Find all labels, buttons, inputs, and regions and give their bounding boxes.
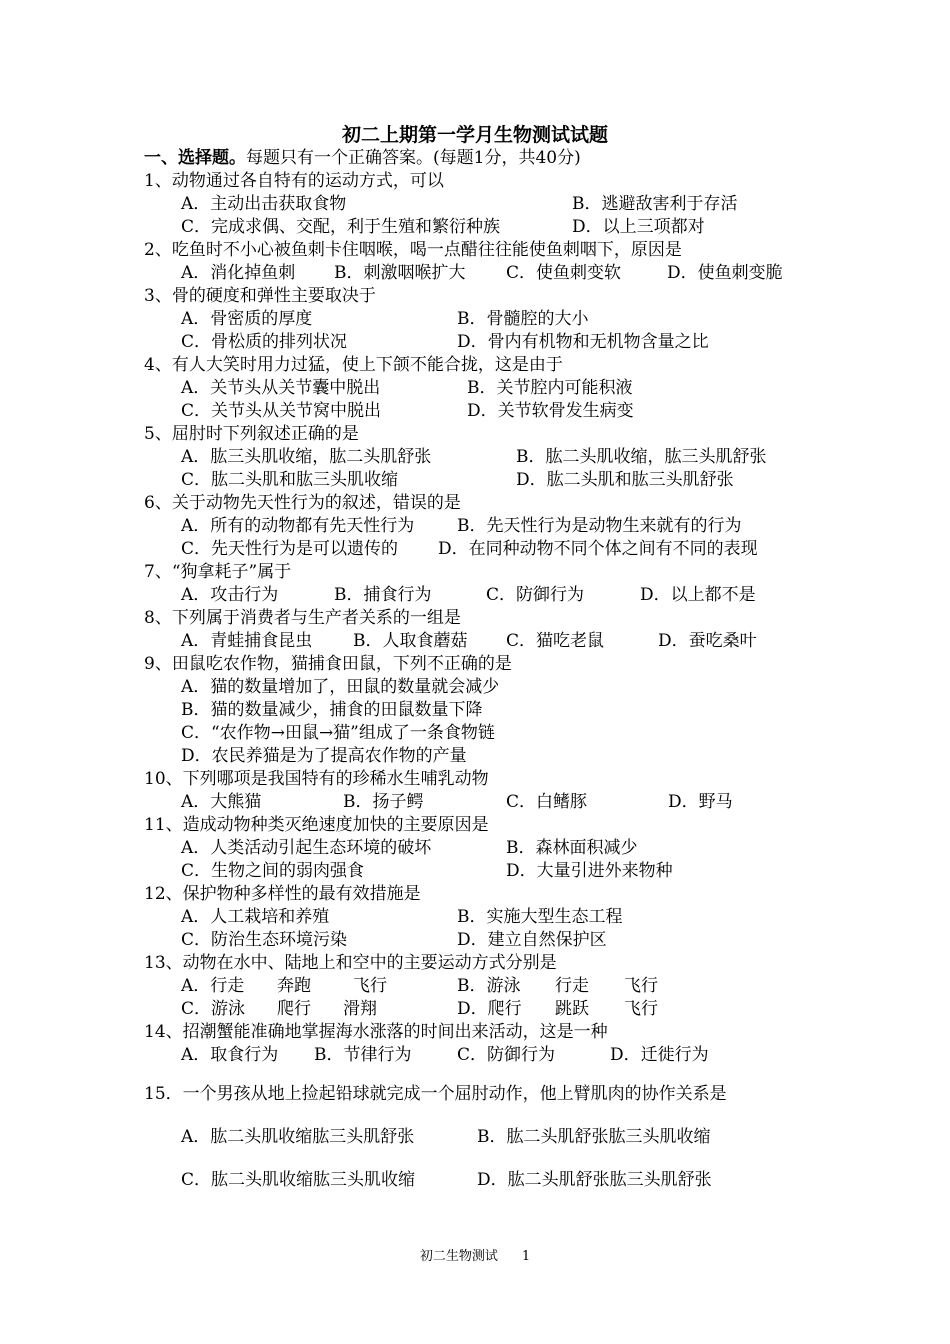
answer-option: A．行走: [181, 976, 245, 996]
page-title: 初二上期第一学月生物测试试题: [341, 124, 608, 146]
answer-option: C．防御行为: [486, 585, 585, 605]
answer-option: C．使鱼刺变软: [506, 263, 622, 283]
answer-option: A．关节头从关节囊中脱出: [181, 378, 381, 398]
answer-option: B．刺激咽喉扩大: [334, 263, 466, 283]
question-stem: 9、田鼠吃农作物，猫捕食田鼠，下列不正确的是: [144, 654, 512, 674]
answer-option: B．捕食行为: [334, 585, 432, 605]
question-stem: 15．一个男孩从地上捡起铅球就完成一个屈肘动作，他上臂肌肉的协作关系是: [144, 1084, 727, 1104]
answer-option-part: 飞行: [624, 999, 658, 1019]
answer-option: D．肱二头肌舒张肱三头肌舒张: [477, 1170, 712, 1190]
answer-option: B．猫的数量减少，捕食的田鼠数量下降: [181, 700, 483, 720]
answer-option-part: 滑翔: [343, 999, 377, 1019]
answer-option: A．青蛙捕食昆虫: [181, 631, 313, 651]
answer-option: B．逃避敌害利于存活: [572, 194, 738, 214]
answer-option: C．白鳍豚: [506, 792, 588, 812]
answer-option: D．肱二头肌和肱三头肌舒张: [516, 470, 734, 490]
answer-option: A．消化掉鱼刺: [181, 263, 296, 283]
answer-option: D．关节软骨发生病变: [467, 401, 634, 421]
answer-option: A．肱二头肌收缩肱三头肌舒张: [181, 1127, 415, 1147]
answer-option-part: 飞行: [353, 976, 387, 996]
question-stem: 1、动物通过各自特有的运动方式，可以: [144, 171, 444, 191]
answer-option: C．防治生态环境污染: [181, 930, 348, 950]
answer-option: C．先天性行为是可以遗传的: [181, 539, 399, 559]
question-stem: 8、下列属于消费者与生产者关系的一组是: [144, 608, 461, 628]
answer-option-part: 行走: [555, 976, 589, 996]
question-stem: 3、骨的硬度和弹性主要取决于: [144, 286, 376, 306]
answer-option: A．骨密质的厚度: [181, 309, 313, 329]
answer-option: D．野马: [668, 792, 733, 812]
question-stem: 5、屈肘时下列叙述正确的是: [144, 424, 359, 444]
answer-option: A．人工栽培和养殖: [181, 907, 330, 927]
answer-option: D．农民养猫是为了提高农作物的产量: [181, 746, 467, 766]
question-stem: 4、有人大笑时用力过猛，使上下颌不能合拢，这是由于: [144, 355, 563, 375]
answer-option: B．关节腔内可能积液: [467, 378, 633, 398]
answer-option: B．扬子鳄: [343, 792, 424, 812]
answer-option: C．肱二头肌收缩肱三头肌收缩: [181, 1170, 416, 1190]
answer-option: A．取食行为: [181, 1045, 279, 1065]
answer-option: C．游泳: [181, 999, 246, 1019]
question-stem: 11、造成动物种类灭绝速度加快的主要原因是: [144, 815, 489, 835]
answer-option: D．骨内有机物和无机物含量之比: [457, 332, 709, 352]
question-stem: 10、下列哪项是我国特有的珍稀水生哺乳动物: [144, 769, 489, 789]
answer-option: A．人类活动引起生态环境的破坏: [181, 838, 432, 858]
answer-option: D．使鱼刺变脆: [667, 263, 783, 283]
question-stem: 2、吃鱼时不小心被鱼刺卡住咽喉，喝一点醋往往能使鱼刺咽下，原因是: [144, 240, 682, 260]
answer-option: D．迁徙行为: [610, 1045, 709, 1065]
question-stem: 12、保护物种多样性的最有效措施是: [144, 884, 421, 904]
question-stem: 14、招潮蟹能准确地掌握海水涨落的时间出来活动，这是一种: [144, 1022, 608, 1042]
answer-option: C．“农作物→田鼠→猫”组成了一条食物链: [181, 723, 495, 743]
answer-option: C．生物之间的弱肉强食: [181, 861, 365, 881]
answer-option: B．实施大型生态工程: [457, 907, 623, 927]
answer-option-part: 奔跑: [277, 976, 311, 996]
answer-option: D．蚕吃桑叶: [658, 631, 757, 651]
answer-option: B．骨髓腔的大小: [457, 309, 589, 329]
answer-option: D．在同种动物不同个体之间有不同的表现: [438, 539, 758, 559]
section-heading: [144, 146, 581, 170]
answer-option: B．节律行为: [314, 1045, 412, 1065]
section-instruction: 每题只有一个正确答案。(每题1分，共40分): [246, 148, 581, 168]
answer-option: A．猫的数量增加了，田鼠的数量就会减少: [181, 677, 500, 697]
answer-option: B．肱二头肌收缩，肱三头肌舒张: [516, 447, 767, 467]
section-label: 一、选择题。: [144, 148, 246, 168]
answer-option: C．关节头从关节窝中脱出: [181, 401, 382, 421]
answer-option: B．先天性行为是动物生来就有的行为: [457, 516, 742, 536]
answer-option: A．主动出击获取食物: [181, 194, 347, 214]
answer-option: B．人取食蘑菇: [353, 631, 468, 651]
answer-option: B．森林面积减少: [506, 838, 638, 858]
page-footer: [0, 1248, 950, 1266]
answer-option: D．以上都不是: [640, 585, 756, 605]
question-stem: 7、“狗拿耗子”属于: [144, 562, 292, 582]
answer-option: C．骨松质的排列状况: [181, 332, 348, 352]
answer-option-part: 跳跃: [555, 999, 589, 1019]
answer-option: D．建立自然保护区: [457, 930, 607, 950]
answer-option: B．肱二头肌舒张肱三头肌收缩: [477, 1127, 711, 1147]
question-stem: 6、关于动物先天性行为的叙述，错误的是: [144, 493, 461, 513]
answer-option-part: 爬行: [277, 999, 311, 1019]
answer-option: A．肱三头肌收缩，肱二头肌舒张: [181, 447, 432, 467]
answer-option: D．以上三项都对: [572, 217, 705, 237]
answer-option: C．肱二头肌和肱三头肌收缩: [181, 470, 399, 490]
answer-option: A．所有的动物都有先天性行为: [181, 516, 415, 536]
answer-option: B．游泳: [457, 976, 521, 996]
question-stem: 13、动物在水中、陆地上和空中的主要运动方式分别是: [144, 953, 557, 973]
answer-option: C．防御行为: [457, 1045, 556, 1065]
answer-option: D．爬行: [457, 999, 522, 1019]
footer-label: 初二生物测试: [419, 1249, 498, 1264]
page-number: 1: [521, 1249, 531, 1264]
answer-option: C．完成求偶、交配，利于生殖和繁衍种族: [181, 217, 501, 237]
answer-option: A．大熊猫: [181, 792, 262, 812]
answer-option: C．猫吃老鼠: [506, 631, 605, 651]
answer-option: D．大量引进外来物种: [506, 861, 673, 881]
answer-option: A．攻击行为: [181, 585, 279, 605]
answer-option-part: 飞行: [624, 976, 658, 996]
